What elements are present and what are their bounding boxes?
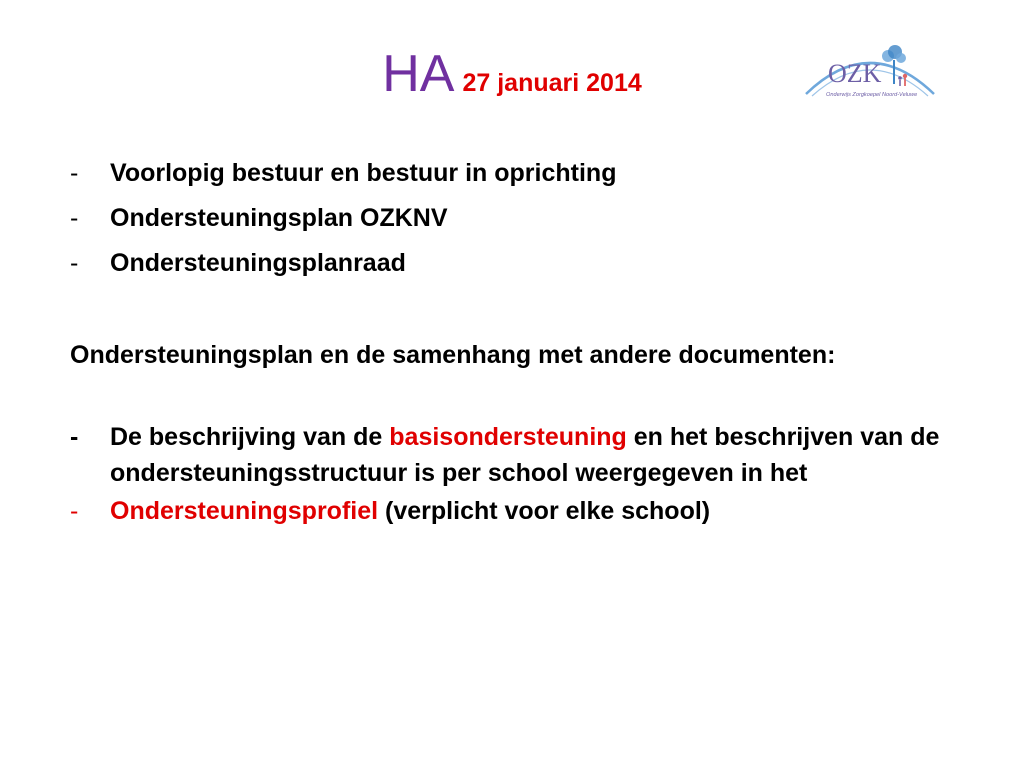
logo-text: OZK [828,59,882,88]
bullet-dash: - [70,497,79,525]
bullet-text: Ondersteuningsplan OZKNV [110,204,448,232]
highlight-ondersteuningsprofiel: Ondersteuningsprofiel [110,497,379,525]
bullet-text: Ondersteuningsplanraad [110,249,406,277]
paragraph-heading: Ondersteuningsplan en de samenhang met andere documenten: [70,341,836,369]
highlight-basisondersteuning: basisondersteuning [389,423,627,451]
list-item [70,245,970,290]
bullet-dash: - [70,204,79,232]
bullet-text: Voorlopig bestuur en bestuur in oprichting [110,159,617,187]
ozk-logo [802,40,938,106]
bullet-dash: - [70,423,79,451]
list-item [70,200,970,245]
list-item [70,493,970,529]
list-item [70,419,970,491]
detail-text-after: en het beschrijven van de ondersteuningsstructuur is per school weergegeven in het [110,423,940,487]
bullet-list [70,155,970,290]
detail-text-before: De beschrijving van de [110,423,390,451]
title-date: 27 januari 2014 [462,69,642,97]
tree-family-arc-logo-icon [802,40,938,106]
bullet-dash: - [70,249,79,277]
logo-subtitle: Onderwijs Zorgkoepel Noord-Veluwe [826,92,918,98]
title-main: HA [382,45,455,103]
detail-list [70,419,970,529]
detail-text-after: (verplicht voor elke school) [378,497,711,525]
list-item [70,155,970,200]
bullet-dash: - [70,159,79,187]
